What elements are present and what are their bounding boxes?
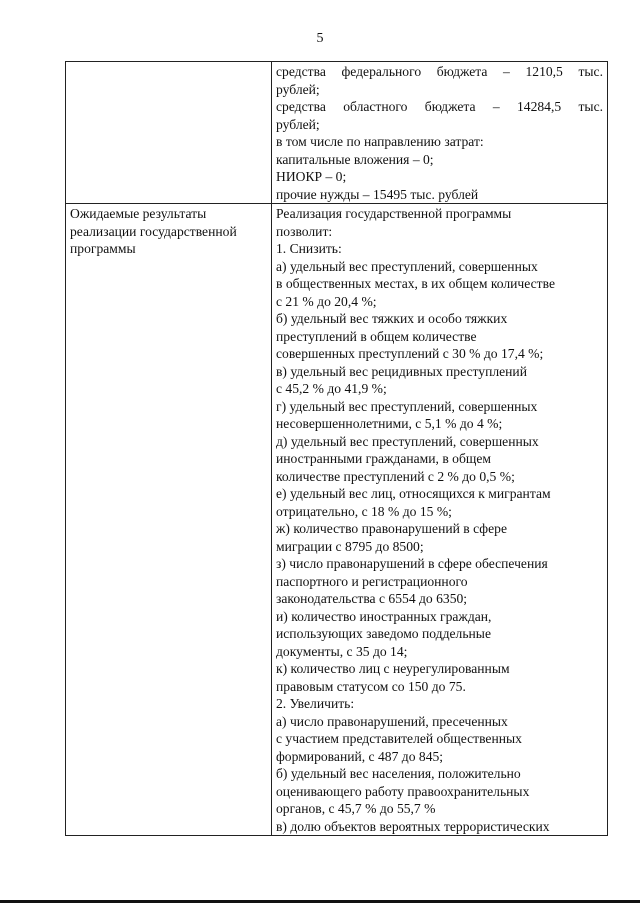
text-line: с участием представителей общественных [276,731,522,746]
text-line: рублей; [276,116,320,132]
text-line: с 45,2 % до 41,9 %; [276,381,387,396]
text-line: е) удельный вес лиц, относящихся к мигрантам [276,486,551,501]
text-line: з) число правонарушений в сфере обеспечения [276,556,548,571]
text-line: а) число правонарушений, пресеченных [276,713,508,729]
row-label-line: Ожидаемые результаты [70,206,207,221]
text-line: в) долю объектов вероятных террористических [276,818,550,834]
row-label-cell [66,204,272,836]
text-line: б) удельный вес населения, положительно [276,766,521,781]
text-line: позволит: [276,223,333,239]
text-line: правовым статусом со 150 до 75. [276,678,466,694]
text-line: 1. Снизить: [276,241,342,256]
text-line: в общественных местах, в их общем количестве [276,276,555,291]
text-line: д) удельный вес преступлений, совершенных [276,433,539,449]
text-line: формирований, с 487 до 845; [276,748,444,764]
bottom-rule [0,900,640,903]
text-line: с 21 % до 20,4 %; [276,293,377,309]
text-line: рублей; [276,81,320,97]
text-line: а) удельный вес преступлений, совершенных [276,258,538,274]
text-line: г) удельный вес преступлений, совершенных [276,398,538,414]
row-label-cell [66,62,272,204]
text-line: средства областного бюджета – 14284,5 тыс. [276,99,603,114]
table-row [66,204,608,836]
text-line: средства федерального бюджета – 1210,5 тыс. [276,64,603,79]
text-line: прочие нужды – 15495 тыс. рублей [276,186,479,202]
text-line: количестве преступлений с 2 % до 0,5 %; [276,468,515,484]
passport-table [65,61,608,836]
text-line: Реализация государственной программы [276,206,512,221]
text-line: и) количество иностранных граждан, [276,608,492,624]
text-line: иностранными гражданами, в общем [276,451,491,466]
text-line: НИОКР – 0; [276,169,347,184]
text-line: б) удельный вес тяжких и особо тяжких [276,311,508,326]
text-line: оценивающего работу правоохранительных [276,783,530,799]
text-line: паспортного и регистрационного [276,573,468,589]
text-line: преступлений в общем количестве [276,328,477,344]
text-line: к) количество лиц с неурегулированным [276,661,510,676]
text-line: совершенных преступлений с 30 % до 17,4 %; [276,346,544,361]
row-label-line: реализации государственной [70,223,237,239]
text-line: несовершеннолетними, с 5,1 % до 4 %; [276,416,503,431]
page-number: 5 [316,31,324,46]
text-line: в) удельный вес рецидивных преступлений [276,363,527,379]
text-line: законодательства с 6554 до 6350; [276,591,468,606]
text-line: миграции с 8795 до 8500; [276,538,424,554]
text-line: документы, с 35 до 14; [276,643,408,659]
text-line: 2. Увеличить: [276,696,355,711]
table-row [66,62,608,204]
text-line: ж) количество правонарушений в сфере [276,521,507,536]
text-line: использующих заведомо поддельные [276,626,491,641]
text-line: капитальные вложения – 0; [276,151,434,167]
text-line: органов, с 45,7 % до 55,7 % [276,801,436,816]
text-line: отрицательно, с 18 % до 15 %; [276,503,452,519]
row-content-cell [272,204,608,836]
row-content-cell [272,62,608,204]
text-line: в том числе по направлению затрат: [276,134,484,149]
row-label-line: программы [70,241,136,256]
